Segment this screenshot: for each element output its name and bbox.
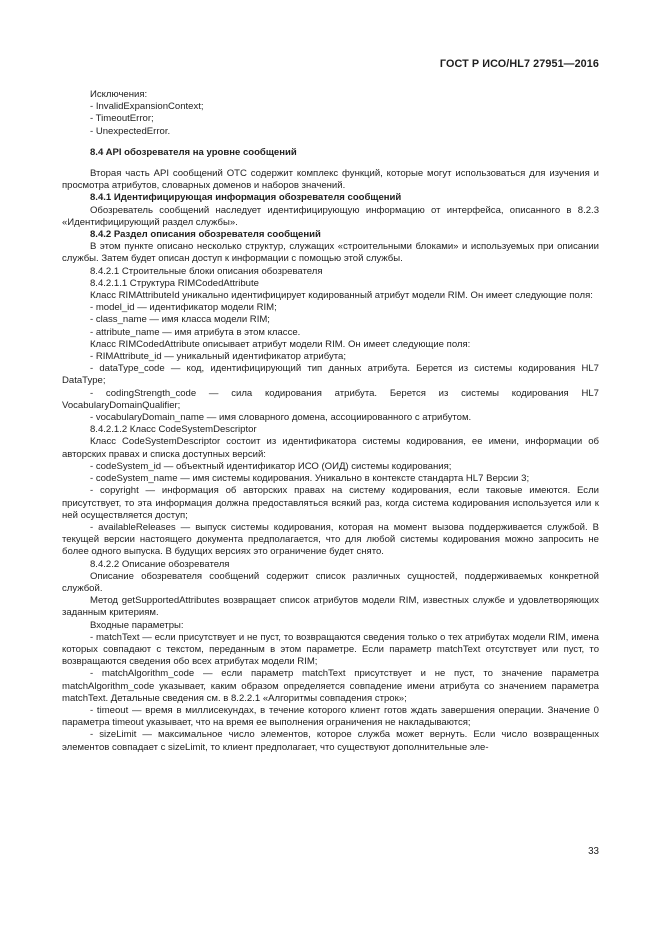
list-item: - model_id — идентификатор модели RIM; (90, 302, 277, 314)
list-item: - availableReleases — выпуск системы кодирования, которая на момент вызова поддерживается службой. В текущей версии настоящего документа предполагается, что для любой системы кодирования можно запросить не более одного выпуска. В будущих версиях это ограничение будет снято. (62, 521, 599, 558)
section-heading-8-4: 8.4 API обозревателя на уровне сообщений (90, 146, 297, 158)
list-item: - RIMAttribute_id — уникальный идентификатор атрибута; (90, 351, 346, 363)
list-item: - TimeoutError; (90, 113, 154, 125)
list-item: - dataType_code — код, идентифицирующий тип данных атрибута. Берется из системы кодирования HL7 DataType; (62, 363, 599, 387)
list-item: - codeSystem_name — имя системы кодирования. Уникально в контексте стандарта HL7 Версии 3; (90, 473, 530, 485)
paragraph: Вторая часть API сообщений ОТС содержит комплекс функций, которые могут использоваться для изучения и просмотра атрибутов, словарных доменов и наборов значений. (62, 168, 599, 192)
document-header: ГОСТ Р ИСО/HL7 27951—2016 (439, 58, 599, 70)
paragraph: Метод getSupportedAttributes возвращает список атрибутов модели RIM, известных службе и удовлетворяющих заданным критериям. (62, 595, 599, 619)
subsection-heading: 8.4.2.2 Описание обозревателя (90, 558, 230, 570)
list-item: - class_name — имя класса модели RIM; (90, 314, 270, 326)
list-item: - copyright — информация об авторских правах на систему кодирования, если таковые имеются. Если присутствует, то эта информация должна предоставляться всякий раз, когда система кодирования используется или к ней осуществляется доступ; (62, 485, 599, 521)
paragraph: Обозреватель сообщений наследует идентифицирующую информацию от интерфейса, описанного в 8.2.3 «Идентифицирующий раздел службы». (62, 204, 599, 228)
paragraph: Класс RIMAttributeId уникально идентифицирует кодированный атрибут модели RIM. Он имеет следующие поля: (90, 290, 593, 302)
input-params-label: Входные параметры: (90, 619, 184, 631)
list-item: - sizeLimit — максимальное число элементов, которое служба может вернуть. Если число возвращенных элементов совпадает с sizeLimit, то клиент предполагает, что существуют дополнительные эле- (62, 729, 599, 753)
list-item: - matchText — если присутствует и не пуст, то возвращаются сведения только о тех атрибутах модели RIM, имена которых совпадают с текстом, переданным в этом параметре. Если параметр matchText отсутствует или пуст, то возвращаются сведения обо всех атрибутах модели RIM; (62, 631, 599, 668)
list-item: - attribute_name — имя атрибута в этом классе. (90, 326, 301, 338)
list-item: - codingStrength_code — сила кодирования атрибута. Берется из системы кодирования HL7 VocabularyDomainQualifier; (62, 387, 599, 411)
paragraph: В этом пункте описано несколько структур, служащих «строительными блоками» и используемых при описании службы. Затем будет описан доступ к информации с помощью этой службы. (62, 241, 599, 265)
list-item: - UnexpectedError. (90, 125, 171, 137)
subsection-heading: 8.4.2.1 Строительные блоки описания обозревателя (90, 265, 323, 277)
list-item: - timeout — время в миллисекундах, в течение которого клиент готов ждать завершения операции. Значение 0 параметра timeout указывает, что на время ее выполнения ограничения не накладываются; (62, 704, 599, 729)
subsection-heading: 8.4.2.1.1 Структура RIMCodedAttribute (90, 277, 259, 289)
list-item: - codeSystem_id — объектный идентификатор ИСО (ОИД) системы кодирования; (90, 460, 452, 472)
page-number: 33 (588, 846, 599, 857)
exceptions-label: Исключения: (90, 89, 148, 100)
list-item: - vocabularyDomain_name — имя словарного домена, ассоциированного с атрибутом. (90, 412, 472, 424)
list-item: - matchAlgorithm_code — если параметр matchText присутствует и не пуст, то значение параметра matchAlgorithm_code указывает, каким образом определяется совпадение имени атрибута со значением параметра matchText. Детальные сведения см. в 8.2.2.1 «Алгоритмы совпадения строк»; (62, 668, 599, 704)
section-heading-8-4-2: 8.4.2 Раздел описания обозревателя сообщений (90, 229, 321, 241)
subsection-heading: 8.4.2.1.2 Класс CodeSystemDescriptor (90, 424, 257, 436)
section-heading-8-4-1: 8.4.1 Идентифицирующая информация обозревателя сообщений (90, 192, 402, 204)
paragraph: Класс CodeSystemDescriptor состоит из идентификатора системы кодирования, ее имени, информации об авторских правах и списка доступных версий: (62, 436, 599, 460)
list-item: - InvalidExpansionContext; (90, 101, 204, 113)
paragraph: Описание обозревателя сообщений содержит список различных сущностей, поддерживаемых конкретной службой. (62, 570, 599, 594)
document-body (62, 89, 599, 754)
paragraph: Класс RIMCodedAttribute описывает атрибут модели RIM. Он имеет следующие поля: (90, 338, 471, 350)
